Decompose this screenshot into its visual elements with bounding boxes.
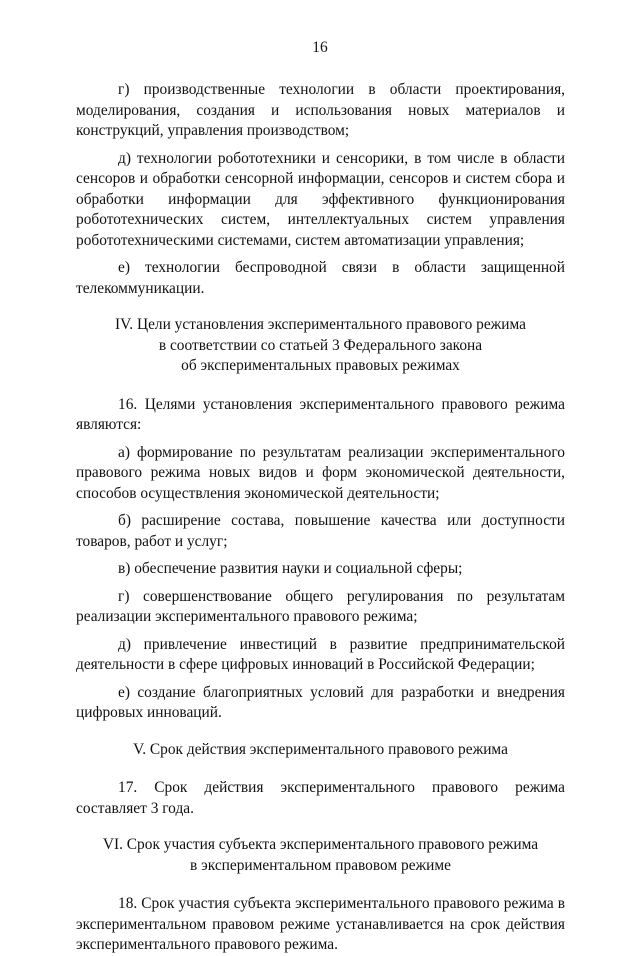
list-item-e: е) технологии беспроводной связи в области защищенной телекоммуникации. (76, 259, 565, 297)
list-item-g: г) производственные технологии в области проектирования, моделирования, создания и использования новых материалов и конструкций, управления производством; (76, 81, 565, 139)
section-6-heading-line-1: VI. Срок участия субъекта экспериментального правового режима (102, 836, 539, 853)
clause-18: 18. Срок участия субъекта экспериментального правового режима в экспериментальном правовом режиме устанавливается на срок действия экспериментального правового режима. (76, 895, 565, 953)
clause-16-item-v: в) обеспечение развития науки и социальной сферы; (118, 560, 463, 577)
section-4-heading-line-2: в соответствии со статьей 3 Федерального закона (158, 336, 483, 354)
clause-17: 17. Срок действия экспериментального правового режима составляет 3 года. (76, 779, 565, 817)
page-number: 16 (312, 39, 328, 56)
section-4-heading-line-1: IV. Цели установления экспериментального правового режима (115, 316, 526, 333)
section-6-heading (76, 835, 565, 876)
clause-16-item-e: е) создание благоприятных условий для разработки и внедрения цифровых инноваций. (76, 683, 565, 721)
clause-16-intro: 16. Целями установления экспериментального правового режима являются: (76, 395, 565, 433)
list-item-d: д) технологии робототехники и сенсорики, в том числе в области сенсоров и обработки сенсорной информации, сенсоров и систем сбора и обработки информации для эффективного функционирования робототехнических систем, интеллектуальных систем управления робототехническими системами, систем автоматизации управления; (76, 149, 565, 249)
clause-16-item-a: а) формирование по результатам реализации экспериментального правового режима новых видов и форм экономической деятельности, способов осуществления экономической деятельности; (76, 443, 565, 502)
clause-16-item-d: д) привлечение инвестиций в развитие предпринимательской деятельности в сфере цифровых инноваций в Российской Федерации; (76, 635, 565, 673)
clause-16-item-b: б) расширение состава, повышение качества или доступности товаров, работ и услуг; (76, 512, 565, 550)
section-4-heading-line-3: об экспериментальных правовых режимах (181, 357, 460, 374)
section-6-heading-line-2: в экспериментальном правовом режиме (190, 856, 451, 874)
clause-16-item-g: г) совершенствование общего регулирования по результатам реализации экспериментального правового режима; (76, 587, 565, 625)
section-4-heading (76, 315, 565, 377)
document-body (76, 80, 565, 956)
section-5-heading: V. Срок действия экспериментального правового режима (133, 740, 508, 758)
